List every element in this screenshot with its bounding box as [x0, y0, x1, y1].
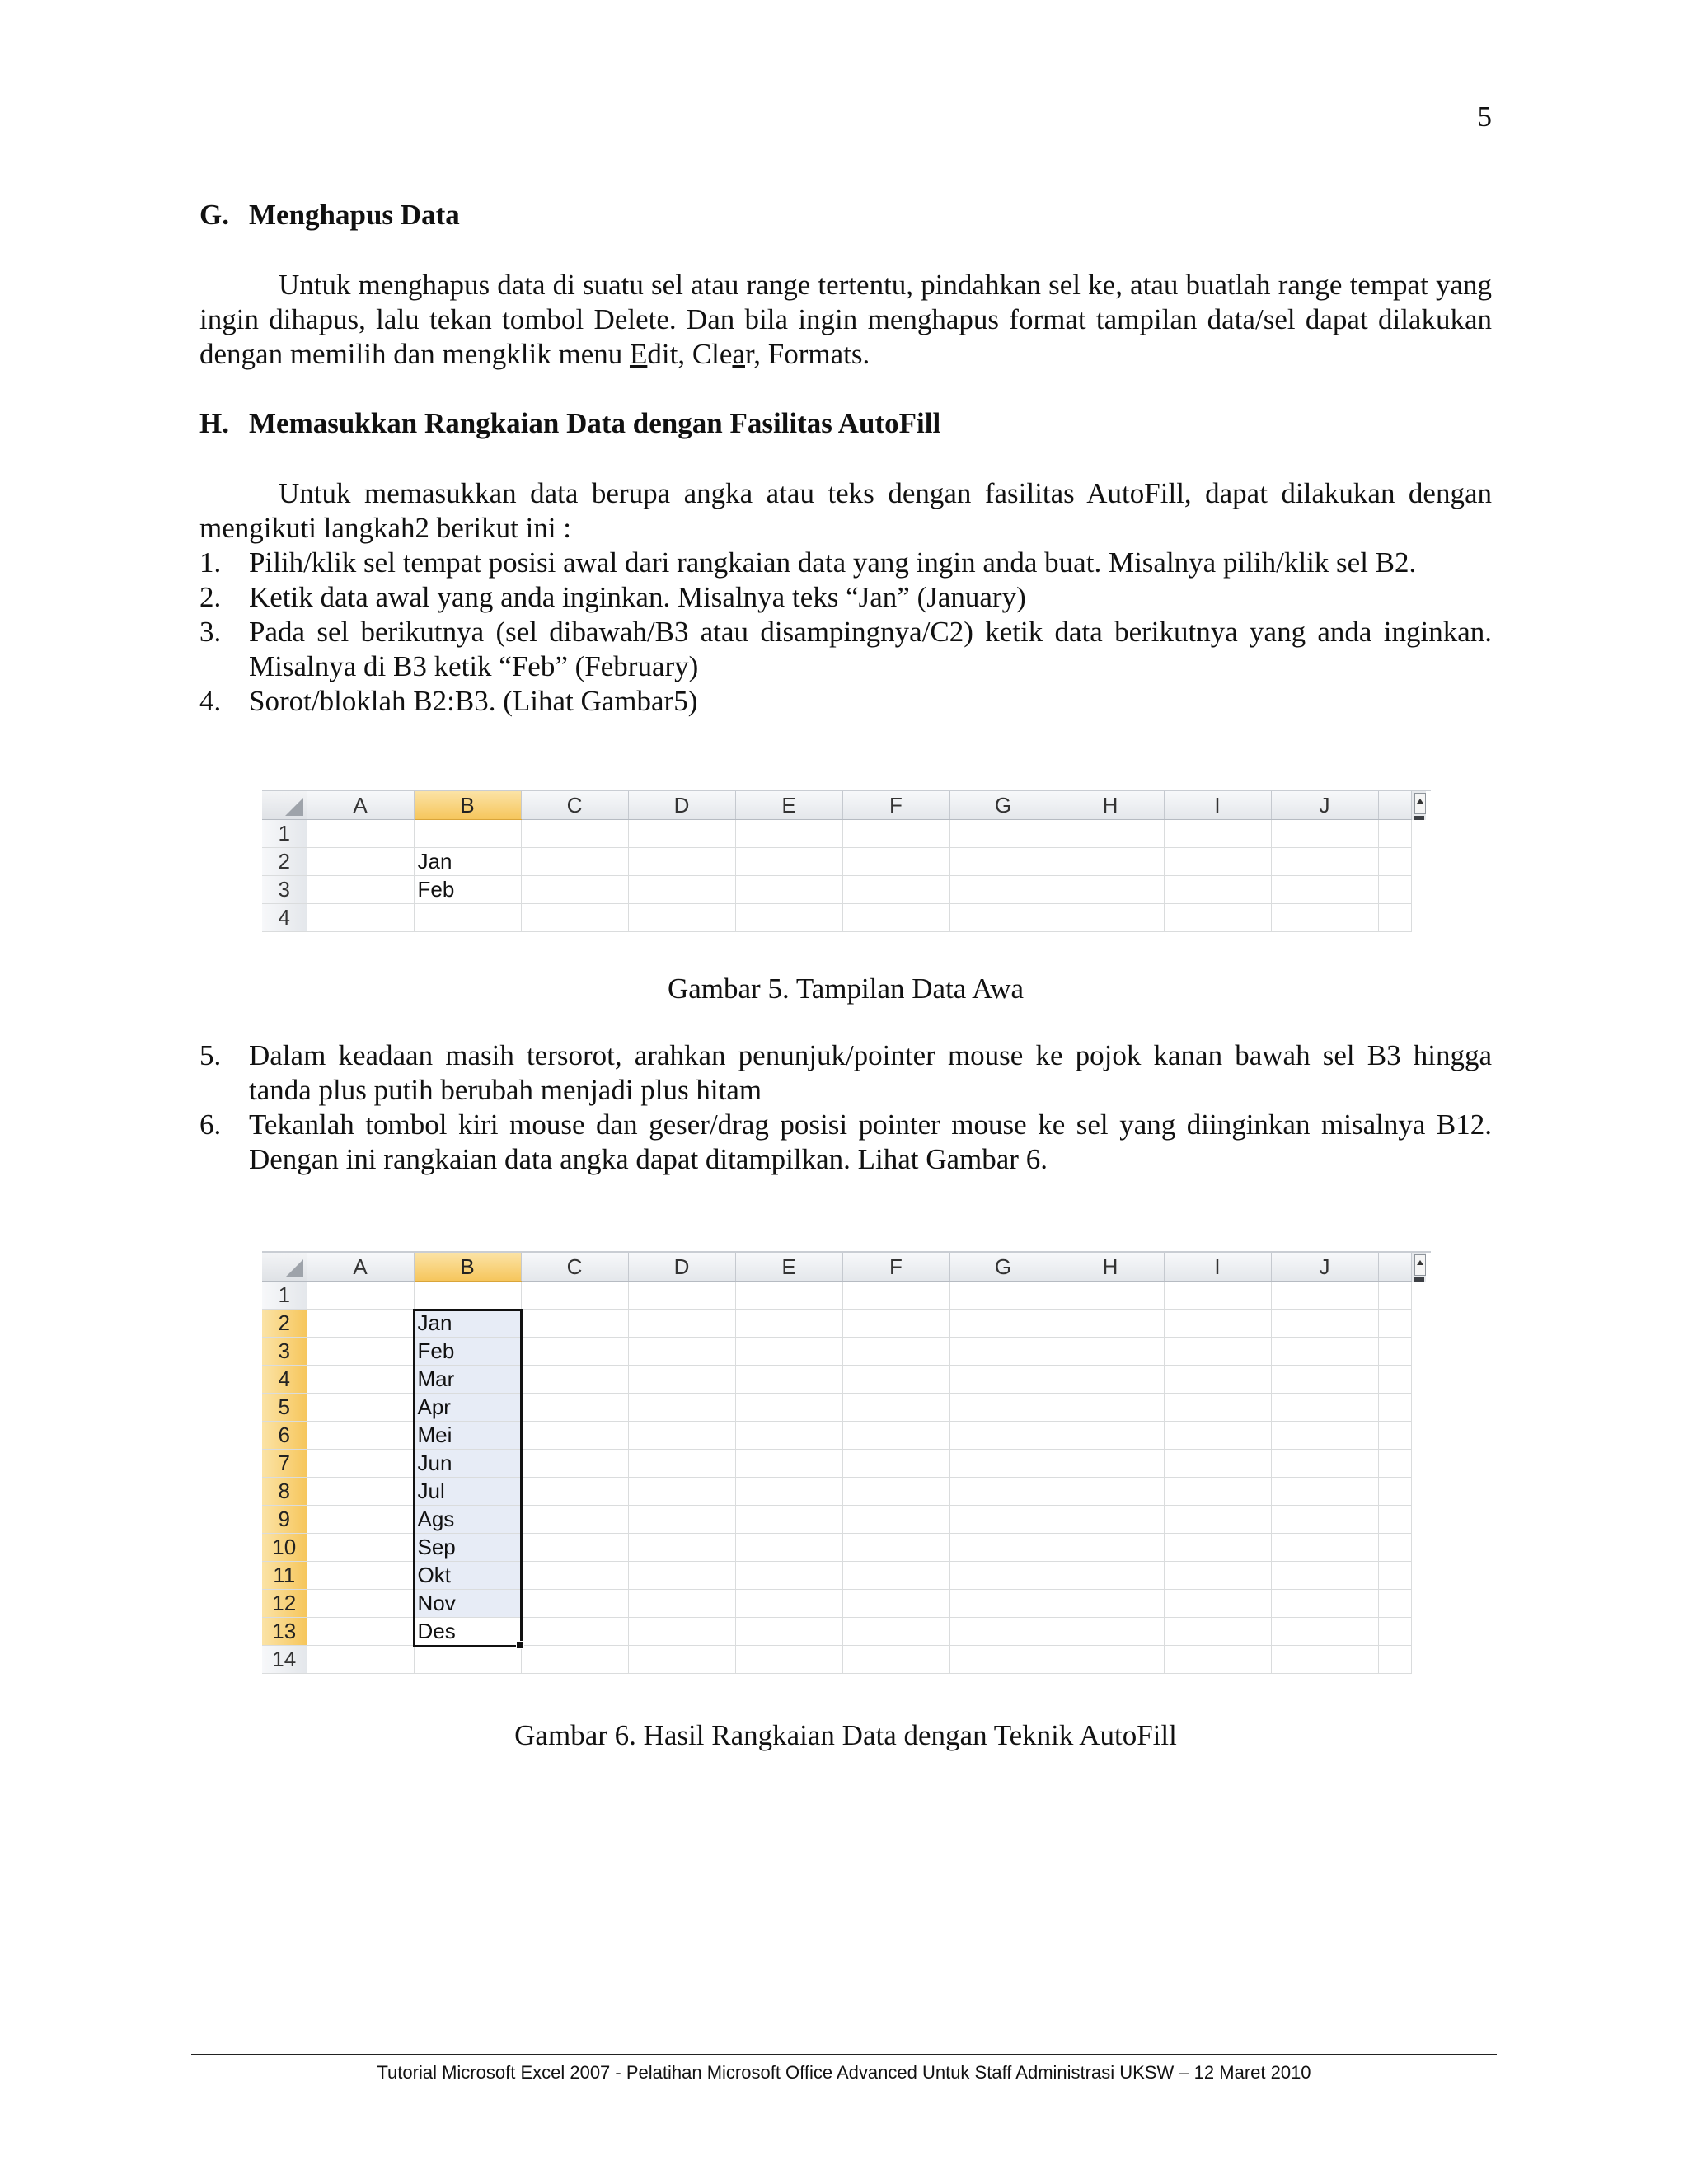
cell-b10[interactable]: Sep [414, 1534, 521, 1562]
cell-d12[interactable] [628, 1590, 735, 1618]
cell-j4[interactable] [1271, 1366, 1378, 1394]
cell-g9[interactable] [950, 1506, 1057, 1534]
cell-i3[interactable] [1164, 876, 1271, 904]
cell-partial[interactable] [1378, 1590, 1411, 1618]
section-g-heading [199, 198, 460, 232]
autofill-steps-list-continued [199, 1038, 1492, 1177]
section-h-title: Memasukkan Rangkaian Data dengan Fasilitas AutoFill [249, 407, 941, 439]
page-footer: Tutorial Microsoft Excel 2007 - Pelatihan Microsoft Office Advanced Untuk Staff Administrasi UKSW – 12 Maret 2010 [377, 2062, 1311, 2083]
row-header-3[interactable]: 3 [262, 1338, 307, 1366]
cell-i1[interactable] [1164, 820, 1271, 848]
column-header-f[interactable]: F [842, 1253, 950, 1282]
cell-j12[interactable] [1271, 1590, 1378, 1618]
list-text: Tekanlah tombol kiri mouse dan geser/drag posisi pointer mouse ke sel yang diinginkan misalnya B12. Dengan ini rangkaian data angka dapat ditampilkan. Lihat Gambar 6. [249, 1108, 1492, 1175]
cell-a6[interactable] [307, 1422, 414, 1450]
cell-g5[interactable] [950, 1394, 1057, 1422]
cell-partial[interactable] [1378, 904, 1411, 932]
cell-h2[interactable] [1057, 1310, 1164, 1338]
cell-h7[interactable] [1057, 1450, 1164, 1478]
cell-f10[interactable] [842, 1534, 950, 1562]
row-header-13[interactable]: 13 [262, 1618, 307, 1646]
cell-f11[interactable] [842, 1562, 950, 1590]
list-item [199, 546, 1492, 580]
cell-b14[interactable] [414, 1646, 521, 1674]
cell-b1[interactable] [414, 820, 521, 848]
cell-partial[interactable] [1378, 1394, 1411, 1422]
scroll-thumb[interactable] [1414, 816, 1424, 820]
list-item [199, 580, 1492, 615]
cell-j2[interactable] [1271, 848, 1378, 876]
cell-b5[interactable]: Apr [414, 1394, 521, 1422]
row-header-3[interactable]: 3 [262, 876, 307, 904]
cell-partial[interactable] [1378, 1422, 1411, 1450]
select-all-corner[interactable] [262, 1253, 307, 1282]
cell-d13[interactable] [628, 1618, 735, 1646]
cell-h14[interactable] [1057, 1646, 1164, 1674]
list-text: Pilih/klik sel tempat posisi awal dari rangkaian data yang ingin anda buat. Misalnya pilih/klik sel B2. [249, 546, 1417, 579]
cell-i2[interactable] [1164, 848, 1271, 876]
cell-g6[interactable] [950, 1422, 1057, 1450]
row-header-5[interactable]: 5 [262, 1394, 307, 1422]
column-header-i[interactable]: I [1164, 791, 1271, 820]
cell-a4[interactable] [307, 904, 414, 932]
cell-b11[interactable]: Okt [414, 1562, 521, 1590]
cell-e2[interactable] [735, 848, 842, 876]
cell-a3[interactable] [307, 1338, 414, 1366]
cell-g11[interactable] [950, 1562, 1057, 1590]
cell-a7[interactable] [307, 1450, 414, 1478]
cell-b12[interactable]: Nov [414, 1590, 521, 1618]
row-header-9[interactable]: 9 [262, 1506, 307, 1534]
column-header-h[interactable]: H [1057, 791, 1164, 820]
autofill-handle[interactable] [516, 1641, 524, 1649]
column-header-f[interactable]: F [842, 791, 950, 820]
clear-menu-hotkey: a [732, 338, 745, 370]
section-h-letter: H. [199, 407, 229, 439]
cell-i7[interactable] [1164, 1450, 1271, 1478]
row-header-4[interactable]: 4 [262, 1366, 307, 1394]
scroll-thumb[interactable] [1414, 1277, 1424, 1282]
cell-e14[interactable] [735, 1646, 842, 1674]
column-header-g[interactable]: G [950, 1253, 1057, 1282]
cell-e5[interactable] [735, 1394, 842, 1422]
cell-f5[interactable] [842, 1394, 950, 1422]
column-header-a[interactable]: A [307, 1253, 414, 1282]
cell-f3[interactable] [842, 1338, 950, 1366]
page-number: 5 [1477, 101, 1492, 133]
cell-a8[interactable] [307, 1478, 414, 1506]
cell-a14[interactable] [307, 1646, 414, 1674]
list-item [199, 684, 1492, 719]
cell-d7[interactable] [628, 1450, 735, 1478]
cell-b3[interactable]: Feb [414, 1338, 521, 1366]
cell-d8[interactable] [628, 1478, 735, 1506]
cell-h12[interactable] [1057, 1590, 1164, 1618]
section-h-heading [199, 406, 940, 441]
vertical-scrollbar[interactable] [1411, 1253, 1426, 1282]
cell-d4[interactable] [628, 1366, 735, 1394]
cell-i2[interactable] [1164, 1310, 1271, 1338]
cell-j6[interactable] [1271, 1422, 1378, 1450]
cell-d3[interactable] [628, 1338, 735, 1366]
cell-i13[interactable] [1164, 1618, 1271, 1646]
column-header-j[interactable]: J [1271, 1253, 1378, 1282]
cell-b2[interactable]: Jan [414, 848, 521, 876]
cell-d6[interactable] [628, 1422, 735, 1450]
column-header-h[interactable]: H [1057, 1253, 1164, 1282]
cell-f13[interactable] [842, 1618, 950, 1646]
cell-i14[interactable] [1164, 1646, 1271, 1674]
list-number: 3. [199, 616, 222, 648]
column-header-partial[interactable] [1378, 1253, 1411, 1282]
column-header-d[interactable]: D [628, 791, 735, 820]
cell-f8[interactable] [842, 1478, 950, 1506]
row-header-10[interactable]: 10 [262, 1534, 307, 1562]
cell-h9[interactable] [1057, 1506, 1164, 1534]
cell-e3[interactable] [735, 1338, 842, 1366]
cell-partial[interactable] [1378, 1562, 1411, 1590]
column-header-d[interactable]: D [628, 1253, 735, 1282]
cell-h1[interactable] [1057, 820, 1164, 848]
cell-f12[interactable] [842, 1590, 950, 1618]
cell-e8[interactable] [735, 1478, 842, 1506]
cell-c10[interactable] [521, 1534, 628, 1562]
cell-h3[interactable] [1057, 1338, 1164, 1366]
cell-partial[interactable] [1378, 848, 1411, 876]
cell-j7[interactable] [1271, 1450, 1378, 1478]
footer-divider [191, 2054, 1497, 2055]
cell-i11[interactable] [1164, 1562, 1271, 1590]
cell-g14[interactable] [950, 1646, 1057, 1674]
cell-i6[interactable] [1164, 1422, 1271, 1450]
cell-c6[interactable] [521, 1422, 628, 1450]
cell-e11[interactable] [735, 1562, 842, 1590]
section-g-paragraph [199, 268, 1492, 372]
cell-a5[interactable] [307, 1394, 414, 1422]
cell-g1[interactable] [950, 820, 1057, 848]
cell-i8[interactable] [1164, 1478, 1271, 1506]
cell-a1[interactable] [307, 1282, 414, 1310]
column-header-b[interactable]: B [414, 1253, 521, 1282]
cell-e2[interactable] [735, 1310, 842, 1338]
section-h-intro-text: Untuk memasukkan data berupa angka atau teks dengan fasilitas AutoFill, dapat dilakukan dengan mengikuti langkah2 berikut ini : [199, 477, 1492, 544]
list-item [199, 615, 1492, 684]
cell-e4[interactable] [735, 904, 842, 932]
cell-g4[interactable] [950, 1366, 1057, 1394]
cell-c8[interactable] [521, 1478, 628, 1506]
cell-partial[interactable] [1378, 1646, 1411, 1674]
section-g-text: Untuk menghapus data di suatu sel atau range tertentu, pindahkan sel ke, atau buatlah range tempat yang ingin dihapus, lalu tekan tombol Delete. Dan bila ingin menghapus format tampilan data/sel dapat dilakukan dengan memilih dan mengklik menu [199, 269, 1492, 370]
cell-e1[interactable] [735, 1282, 842, 1310]
cell-g2[interactable] [950, 848, 1057, 876]
cell-i3[interactable] [1164, 1338, 1271, 1366]
cell-partial[interactable] [1378, 1338, 1411, 1366]
list-number: 1. [199, 546, 222, 579]
section-g-title: Menghapus Data [249, 199, 460, 231]
cell-b4[interactable]: Mar [414, 1366, 521, 1394]
list-text: Ketik data awal yang anda inginkan. Misalnya teks “Jan” (January) [249, 581, 1026, 613]
column-header-partial[interactable] [1378, 791, 1411, 820]
cell-g2[interactable] [950, 1310, 1057, 1338]
row-header-2[interactable]: 2 [262, 848, 307, 876]
cell-d3[interactable] [628, 876, 735, 904]
cell-j3[interactable] [1271, 1338, 1378, 1366]
cell-e9[interactable] [735, 1506, 842, 1534]
edit-menu-hotkey: E [629, 338, 648, 370]
select-all-triangle-icon [285, 1259, 303, 1277]
cell-i9[interactable] [1164, 1506, 1271, 1534]
scroll-up-arrow-icon[interactable] [1414, 793, 1426, 814]
cell-h1[interactable] [1057, 1282, 1164, 1310]
cell-g12[interactable] [950, 1590, 1057, 1618]
cell-b4[interactable] [414, 904, 521, 932]
cell-i4[interactable] [1164, 1366, 1271, 1394]
vertical-scrollbar[interactable] [1411, 791, 1426, 820]
column-header-e[interactable]: E [735, 791, 842, 820]
cell-a1[interactable] [307, 820, 414, 848]
cell-j9[interactable] [1271, 1506, 1378, 1534]
list-number: 4. [199, 685, 222, 717]
cell-b1[interactable] [414, 1282, 521, 1310]
column-header-g[interactable]: G [950, 791, 1057, 820]
row-header-12[interactable]: 12 [262, 1590, 307, 1618]
cell-e7[interactable] [735, 1450, 842, 1478]
cell-partial[interactable] [1378, 1282, 1411, 1310]
list-number: 2. [199, 581, 222, 613]
cell-h3[interactable] [1057, 876, 1164, 904]
cell-h13[interactable] [1057, 1618, 1164, 1646]
column-header-b[interactable]: B [414, 791, 521, 820]
cell-c3[interactable] [521, 1338, 628, 1366]
cell-c4[interactable] [521, 904, 628, 932]
cell-j13[interactable] [1271, 1618, 1378, 1646]
cell-a2[interactable] [307, 1310, 414, 1338]
scroll-up-arrow-icon[interactable] [1414, 1254, 1426, 1276]
cell-j14[interactable] [1271, 1646, 1378, 1674]
cell-h10[interactable] [1057, 1534, 1164, 1562]
cell-j10[interactable] [1271, 1534, 1378, 1562]
cell-d11[interactable] [628, 1562, 735, 1590]
cell-b7[interactable]: Jun [414, 1450, 521, 1478]
cell-a3[interactable] [307, 876, 414, 904]
cell-partial[interactable] [1378, 1310, 1411, 1338]
cell-d9[interactable] [628, 1506, 735, 1534]
cell-f3[interactable] [842, 876, 950, 904]
section-h-intro [199, 476, 1492, 546]
cell-i1[interactable] [1164, 1282, 1271, 1310]
select-all-triangle-icon [285, 798, 303, 816]
figure6-caption: Gambar 6. Hasil Rangkaian Data dengan Teknik AutoFill [514, 1719, 1177, 1751]
cell-j4[interactable] [1271, 904, 1378, 932]
cell-a9[interactable] [307, 1506, 414, 1534]
cell-c3[interactable] [521, 876, 628, 904]
cell-h6[interactable] [1057, 1422, 1164, 1450]
cell-d2[interactable] [628, 848, 735, 876]
cell-h4[interactable] [1057, 1366, 1164, 1394]
column-header-c[interactable]: C [521, 791, 628, 820]
cell-d5[interactable] [628, 1394, 735, 1422]
cell-h11[interactable] [1057, 1562, 1164, 1590]
cell-a10[interactable] [307, 1534, 414, 1562]
cell-h4[interactable] [1057, 904, 1164, 932]
row-header-11[interactable]: 11 [262, 1562, 307, 1590]
cell-g3[interactable] [950, 1338, 1057, 1366]
cell-partial[interactable] [1378, 820, 1411, 848]
cell-f6[interactable] [842, 1422, 950, 1450]
cell-partial[interactable] [1378, 1366, 1411, 1394]
list-number: 5. [199, 1039, 222, 1071]
cell-a11[interactable] [307, 1562, 414, 1590]
cell-e1[interactable] [735, 820, 842, 848]
list-text: Sorot/bloklah B2:B3. (Lihat Gambar5) [249, 685, 698, 717]
cell-f1[interactable] [842, 1282, 950, 1310]
column-header-c[interactable]: C [521, 1253, 628, 1282]
cell-c4[interactable] [521, 1366, 628, 1394]
cell-i4[interactable] [1164, 904, 1271, 932]
cell-i12[interactable] [1164, 1590, 1271, 1618]
cell-j11[interactable] [1271, 1562, 1378, 1590]
cell-c7[interactable] [521, 1450, 628, 1478]
cell-c2[interactable] [521, 1310, 628, 1338]
cell-b9[interactable]: Ags [414, 1506, 521, 1534]
cell-e12[interactable] [735, 1590, 842, 1618]
cell-b3[interactable]: Feb [414, 876, 521, 904]
cell-c5[interactable] [521, 1394, 628, 1422]
cell-e6[interactable] [735, 1422, 842, 1450]
row-header-2[interactable]: 2 [262, 1310, 307, 1338]
cell-f14[interactable] [842, 1646, 950, 1674]
cell-j8[interactable] [1271, 1478, 1378, 1506]
cell-b2[interactable]: Jan [414, 1310, 521, 1338]
cell-d1[interactable] [628, 1282, 735, 1310]
clear-menu-rest: r, Formats. [744, 338, 870, 370]
cell-g8[interactable] [950, 1478, 1057, 1506]
select-all-corner[interactable] [262, 791, 307, 820]
row-header-4[interactable]: 4 [262, 904, 307, 932]
cell-partial[interactable] [1378, 1450, 1411, 1478]
cell-partial[interactable] [1378, 1478, 1411, 1506]
cell-b6[interactable]: Mei [414, 1422, 521, 1450]
cell-g7[interactable] [950, 1450, 1057, 1478]
cell-g4[interactable] [950, 904, 1057, 932]
cell-partial[interactable] [1378, 1534, 1411, 1562]
figure6-spreadsheet [262, 1251, 1431, 1674]
figure5-spreadsheet [262, 790, 1431, 932]
cell-f9[interactable] [842, 1506, 950, 1534]
cell-d4[interactable] [628, 904, 735, 932]
cell-b8[interactable]: Jul [414, 1478, 521, 1506]
edit-menu-rest: dit, Cle [647, 338, 733, 370]
section-g-letter: G. [199, 199, 229, 231]
cell-d2[interactable] [628, 1310, 735, 1338]
cell-g1[interactable] [950, 1282, 1057, 1310]
column-header-i[interactable]: I [1164, 1253, 1271, 1282]
column-header-j[interactable]: J [1271, 791, 1378, 820]
cell-d1[interactable] [628, 820, 735, 848]
list-number: 6. [199, 1108, 222, 1141]
list-item [199, 1038, 1492, 1108]
cell-g10[interactable] [950, 1534, 1057, 1562]
cell-h8[interactable] [1057, 1478, 1164, 1506]
row-header-8[interactable]: 8 [262, 1478, 307, 1506]
cell-f2[interactable] [842, 1310, 950, 1338]
autofill-steps-list [199, 546, 1492, 719]
cell-c14[interactable] [521, 1646, 628, 1674]
cell-j2[interactable] [1271, 1310, 1378, 1338]
cell-a2[interactable] [307, 848, 414, 876]
cell-f7[interactable] [842, 1450, 950, 1478]
list-text: Dalam keadaan masih tersorot, arahkan penunjuk/pointer mouse ke pojok kanan bawah sel B3 hingga tanda plus putih berubah menjadi plus hitam [249, 1039, 1492, 1106]
row-header-14[interactable]: 14 [262, 1646, 307, 1674]
row-header-1[interactable]: 1 [262, 820, 307, 848]
cell-i10[interactable] [1164, 1534, 1271, 1562]
cell-a12[interactable] [307, 1590, 414, 1618]
cell-g3[interactable] [950, 876, 1057, 904]
cell-e10[interactable] [735, 1534, 842, 1562]
row-header-7[interactable]: 7 [262, 1450, 307, 1478]
cell-c1[interactable] [521, 820, 628, 848]
cell-partial[interactable] [1378, 1506, 1411, 1534]
cell-a13[interactable] [307, 1618, 414, 1646]
cell-f4[interactable] [842, 1366, 950, 1394]
cell-c13[interactable] [521, 1618, 628, 1646]
cell-c1[interactable] [521, 1282, 628, 1310]
cell-partial[interactable] [1378, 1618, 1411, 1646]
cell-partial[interactable] [1378, 876, 1411, 904]
cell-f1[interactable] [842, 820, 950, 848]
cell-c2[interactable] [521, 848, 628, 876]
column-header-a[interactable]: A [307, 791, 414, 820]
cell-j1[interactable] [1271, 820, 1378, 848]
cell-e3[interactable] [735, 876, 842, 904]
cell-h5[interactable] [1057, 1394, 1164, 1422]
cell-e13[interactable] [735, 1618, 842, 1646]
cell-e4[interactable] [735, 1366, 842, 1394]
column-header-e[interactable]: E [735, 1253, 842, 1282]
row-header-6[interactable]: 6 [262, 1422, 307, 1450]
cell-h2[interactable] [1057, 848, 1164, 876]
cell-a4[interactable] [307, 1366, 414, 1394]
cell-j5[interactable] [1271, 1394, 1378, 1422]
cell-i5[interactable] [1164, 1394, 1271, 1422]
cell-j3[interactable] [1271, 876, 1378, 904]
cell-j1[interactable] [1271, 1282, 1378, 1310]
figure5-caption: Gambar 5. Tampilan Data Awa [667, 972, 1025, 1005]
list-item [199, 1108, 1492, 1177]
cell-c9[interactable] [521, 1506, 628, 1534]
cell-b13[interactable]: Des [414, 1618, 521, 1646]
cell-c11[interactable] [521, 1562, 628, 1590]
cell-d14[interactable] [628, 1646, 735, 1674]
row-header-1[interactable]: 1 [262, 1282, 307, 1310]
cell-g13[interactable] [950, 1618, 1057, 1646]
cell-f2[interactable] [842, 848, 950, 876]
cell-f4[interactable] [842, 904, 950, 932]
cell-d10[interactable] [628, 1534, 735, 1562]
cell-c12[interactable] [521, 1590, 628, 1618]
list-text: Pada sel berikutnya (sel dibawah/B3 atau disampingnya/C2) ketik data berikutnya yang anda inginkan. Misalnya di B3 ketik “Feb” (February) [249, 616, 1492, 682]
